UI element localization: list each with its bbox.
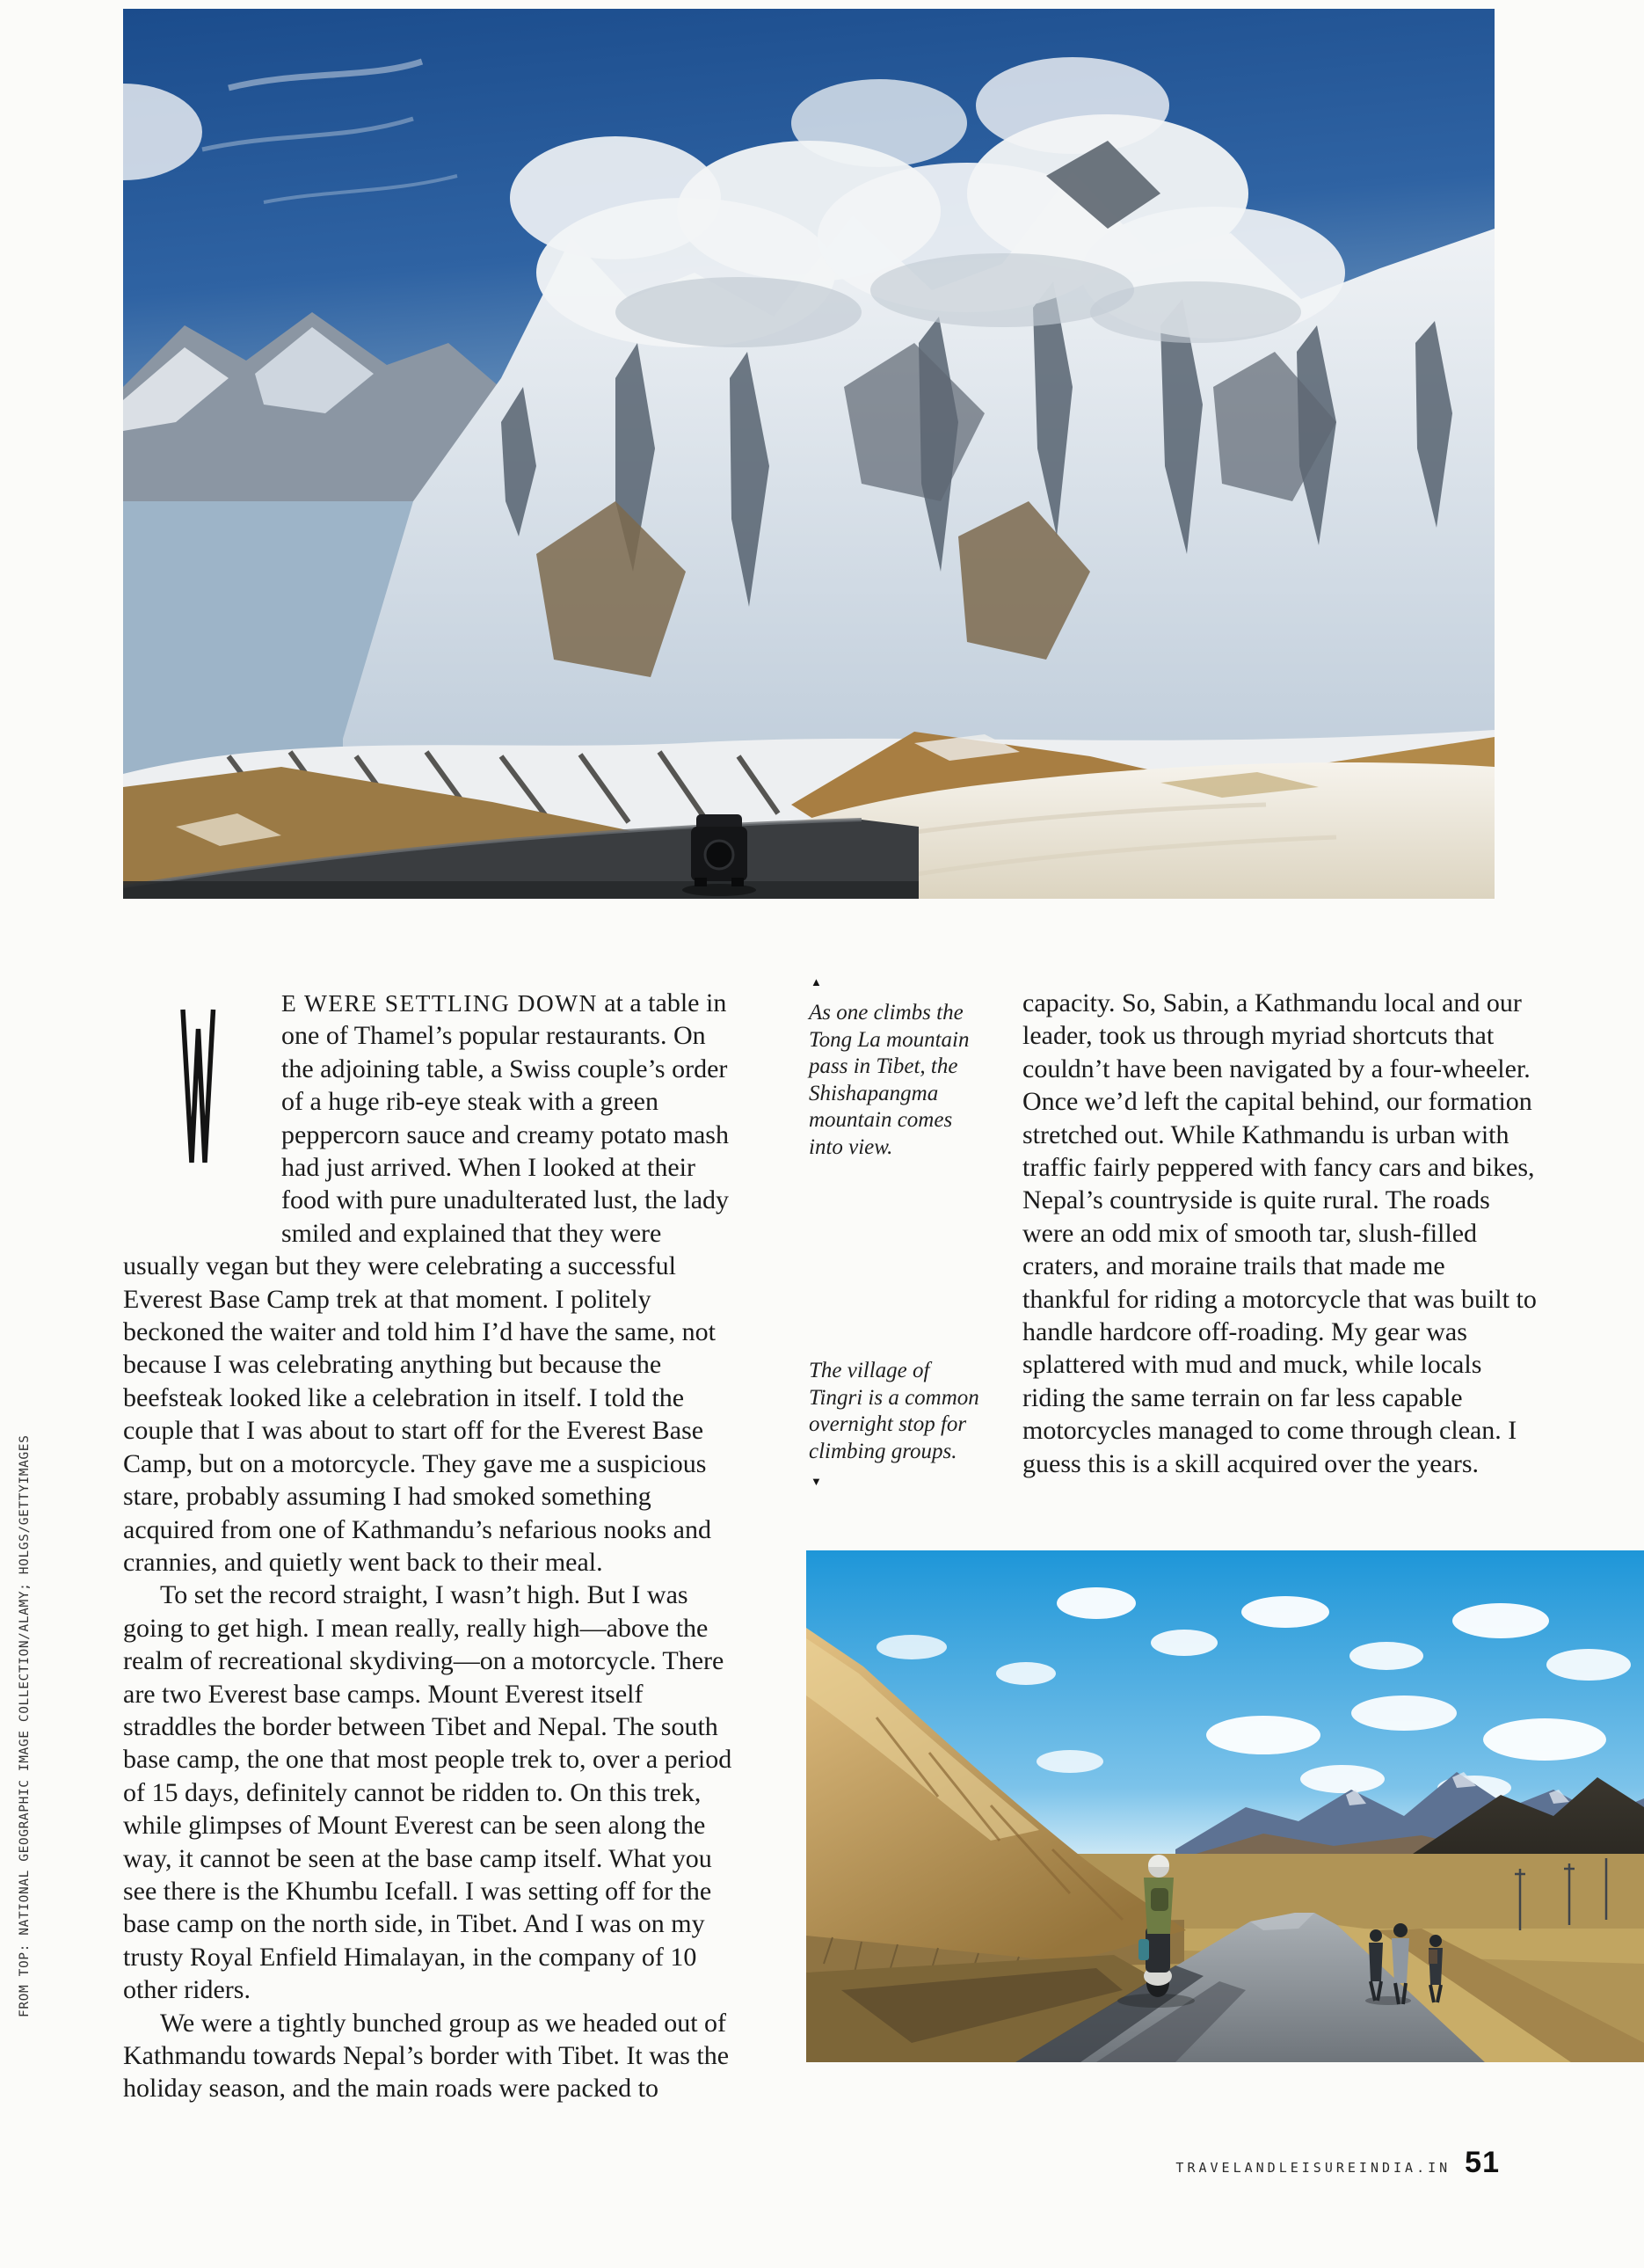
caption-top-photo-text: As one climbs the Tong La mountain pass in Tibet, the Shishapangma mountain comes into view. xyxy=(809,1001,970,1159)
caption-bottom-photo xyxy=(809,1358,985,1487)
article-column-right xyxy=(1022,987,1537,1480)
drop-cap-w xyxy=(123,987,281,1217)
page-footer xyxy=(967,2146,1500,2180)
paragraph-continuation: capacity. So, Sabin, a Kathmandu local and our leader, took us through myriad shortcuts that couldn’t have been navigated by a four-wheeler. Once we’d left the capital behind, our formation stretched out. While Kathmandu is urban with traffic fairly peppered with fancy cars and bikes, Nepal’s countryside is quite rural. The roads were an odd mix of smooth tar, slush-filled craters, and moraine trails that made me thankful for riding a motorcycle that was built to handle hardcore off-roading. My gear was splattered with mud and muck, while locals riding the same terrain on far less capable motorcycles managed to come through clean. I guess this is a skill acquired over the years. xyxy=(1022,988,1537,1478)
paragraph-3: We were a tightly bunched group as we headed out of Kathmandu towards Nepal’s border with Tibet. It was the holiday season, and the main roads were packed to xyxy=(123,2008,730,2104)
caption-top-photo xyxy=(809,976,985,1161)
bottom-photo-illustration xyxy=(806,1550,1644,2062)
bottom-photo-road xyxy=(806,1550,1644,2062)
photo-credit-vertical: FROM TOP: NATIONAL GEOGRAPHIC IMAGE COLLECTION/ALAMY; HOLGS/GETTYIMAGES xyxy=(18,1434,32,2017)
paragraph-opening xyxy=(123,987,740,1579)
caption-bottom-photo-text: The village of Tingri is a common overnight stop for climbing groups. xyxy=(809,1359,979,1463)
drop-cap-w-glyph xyxy=(179,1008,216,1164)
caption-up-arrow-icon: ▲ xyxy=(811,975,822,988)
caption-down-arrow-icon: ▼ xyxy=(811,1475,822,1488)
top-photo-mountain xyxy=(123,9,1495,899)
opening-smallcaps: E WERE SETTLING DOWN xyxy=(281,989,598,1017)
footer-website: TRAVELANDLEISUREINDIA.IN xyxy=(1175,2160,1451,2176)
opening-paragraph-text: at a table in one of Thamel’s popular restaurants. On the adjoining table, a Swiss couple’s order of a huge rib-eye steak with a green peppercorn sauce and creamy potato mash had just arrived. When I looked at their food with pure unadulterated lust, the lady smiled and explained that they were usually vegan but they were celebrating a successful Everest Base Camp trek at that moment. I politely beckoned the waiter and told him I’d have the same, not because I was celebrating anything but because the beefsteak looked like a celebration in itself. I told the couple that I was about to start off for the Everest Base Camp, but on a motorcycle. They gave me a suspicious stare, probably assuming I had smoked something acquired from one of Kathmandu’s nefarious nooks and crannies, and quietly went back to their meal. xyxy=(123,988,730,1577)
paragraph-2: To set the record straight, I wasn’t high. But I was going to get high. I mean really, really high—above the realm of recreational skydiving—on a motorcycle. There are two Everest base camps. Mount Everest itself straddles the border between Tibet and Nepal. The south base camp, the one that most people trek to, over a period of 15 days, definitely cannot be ridden to. On this trek, while glimpses of Mount Everest can be seen along the way, it cannot be seen at the base camp itself. What you see there is the Khumbu Icefall. I was setting off for the base camp on the north side, in Tibet. And I was on my trusty Royal Enfield Himalayan, in the company of 10 other riders. xyxy=(123,1580,732,2005)
article-column-left xyxy=(123,987,740,2105)
page-number: 51 xyxy=(1465,2146,1500,2179)
top-photo-illustration xyxy=(123,9,1495,899)
